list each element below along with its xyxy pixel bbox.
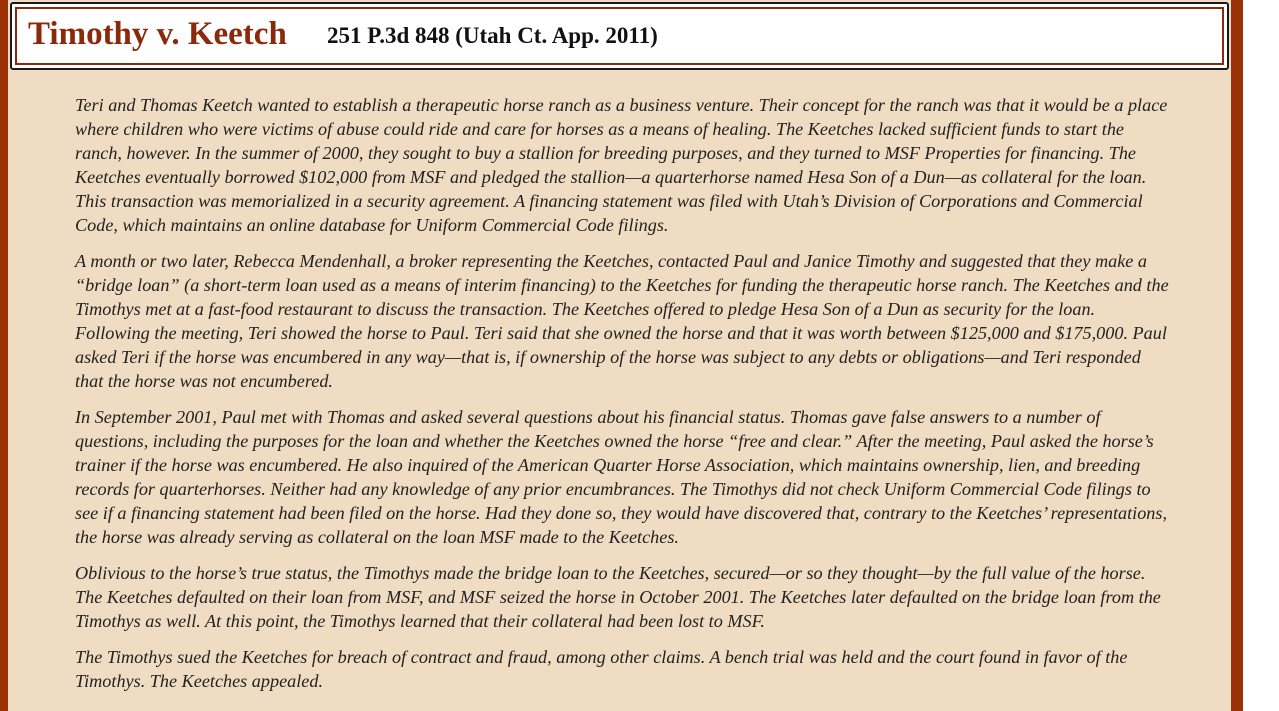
paragraph: A month or two later, Rebecca Mendenhall, a broker representing the Keetches, contacted Paul and Janice Timothy and suggested that they make a “bridge loan” (a short-term loan used as a means of interim financing) to the Keetches for funding the therapeutic horse ranch. The Keetches and the Timothys met at a fast-food restaurant to discuss the transaction. The Keetches offered to pledge Hesa Son of a Dun as security for the loan. Following the meeting, Teri showed the horse to Paul. Teri said that she owned the horse and that it was worth between $125,000 and $175,000. Paul asked Teri if the horse was encumbered in any way—that is, if ownership of the horse was subject to any debts or obligations—and Teri responded that the horse was not encumbered. (75, 251, 1169, 391)
content-panel (8, 0, 1231, 711)
case-header-inner-border (15, 7, 1224, 65)
case-header (10, 2, 1229, 70)
case-title: Timothy v. Keetch (28, 16, 287, 52)
paragraph: The Timothys sued the Keetches for breach of contract and fraud, among other claims. A bench trial was held and the court found in favor of the Timothys. The Keetches appealed. (75, 647, 1128, 691)
case-text (75, 93, 1170, 705)
case-citation: 251 P.3d 848 (Utah Ct. App. 2011) (327, 23, 658, 48)
paragraph: Teri and Thomas Keetch wanted to establish a therapeutic horse ranch as a business venture. Their concept for the ranch was that it would be a place where children who were victims of abuse could ride and care for horses as a means of healing. The Keetches lacked sufficient funds to start the ranch, however. In the summer of 2000, they sought to buy a stallion for breeding purposes, and they turned to MSF Properties for financing. The Keetches eventually borrowed $102,000 from MSF and pledged the stallion—a quarterhorse named Hesa Son of a Dun—as collateral for the loan. This transaction was memorialized in a security agreement. A financing statement was filed with Utah’s Division of Corporations and Commercial Code, which maintains an online database for Uniform Commercial Code filings. (75, 95, 1168, 235)
paragraph: In September 2001, Paul met with Thomas and asked several questions about his financial status. Thomas gave false answers to a number of questions, including the purposes for the loan and whether the Keetches owned the horse “free and clear.” After the meeting, Paul asked the horse’s trainer if the horse was encumbered. He also inquired of the American Quarter Horse Association, which maintains ownership, lien, and breeding records for quarterhorses. Neither had any knowledge of any prior encumbrances. The Timothys did not check Uniform Commercial Code filings to see if a financing statement had been filed on the horse. Had they done so, they would have discovered that, contrary to the Keetches’ representations, the horse was already serving as collateral on the loan MSF made to the Keetches. (75, 407, 1168, 547)
paragraph: Oblivious to the horse’s true status, the Timothys made the bridge loan to the Keetches, secured—or so they thought—by the full value of the horse. The Keetches defaulted on their loan from MSF, and MSF seized the horse in October 2001. The Keetches later defaulted on the bridge loan from the Timothys as well. At this point, the Timothys learned that their collateral had been lost to MSF. (75, 563, 1161, 631)
